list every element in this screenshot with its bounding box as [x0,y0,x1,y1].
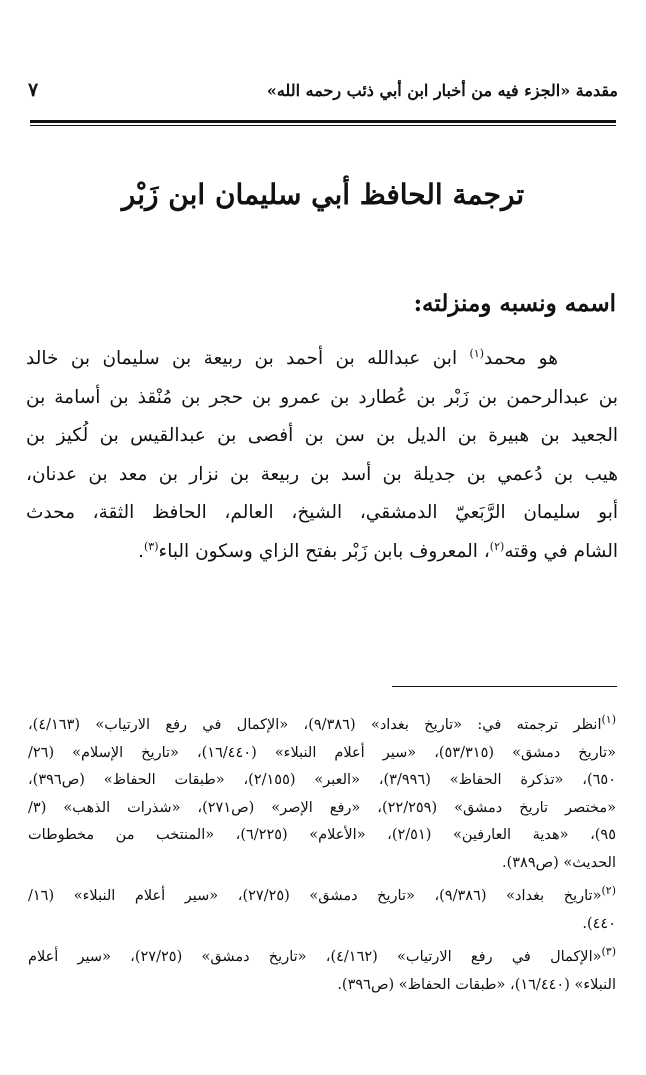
footnote-text: «الإكمال في رفع الارتياب» (٤/١٦٢)، «تاريخ دمشق» (٢٧/٢٥)، «سير أعلام [28,949,602,965]
body-line: بن عبدالرحمن بن زَبْر بن عُطارد بن عمرو بن حجر بن مُنْقذ بن أسامة بن [26,386,618,408]
footnote-line: ٩٥)، «هدية العارفين» (٢/٥١)، «الأعلام» (٦/٢٢٥)، «المنتخب من مخطوطات [28,827,616,843]
footnote-line [28,883,616,911]
page-number: ٧ [28,79,39,101]
footnote-marker: (٢) [489,539,505,553]
body-text-segment: ، المعروف بابن زَبْر بفتح الزاي وسكون الباء [158,540,490,562]
body-text-segment: ابن عبدالله بن أحمد بن ربيعة بن سليمان بن خالد [26,348,458,369]
body-text-segment: هو محمد [484,348,558,369]
header-title: مقدمة «الجزء فيه من أخبار ابن أبي ذئب رحمه الله» [266,80,618,100]
body-line [26,533,618,572]
body-line: هيب بن دُعمي بن جديلة بن أسد بن ربيعة بن نزار بن معد بن عدنان، [26,463,618,485]
footnote-marker: (٣) [143,539,159,553]
footnote-text: انظر ترجمته في: «تاريخ بغداد» (٩/٣٨٦)، «الإكمال في رفع الارتياب» (٤/١٦٣)، [28,717,602,733]
footnote-line [28,712,616,740]
footnote-3 [28,944,616,999]
running-header [28,74,618,106]
footnote-text: «تاريخ بغداد» (٩/٣٨٦)، «تاريخ دمشق» (٢٧/٢٥)، «سير أعلام النبلاء» (١٦/ [28,888,602,904]
footnotes [28,712,616,1005]
body-text-segment: الشام في وقته [504,540,618,562]
body-paragraph [26,340,618,571]
main-title: ترجمة الحافظ أبي سليمان ابن زَبْر [121,178,525,211]
footnote-number: (٣) [601,945,616,959]
body-line: الجعيد بن هبيرة بن الديل بن سن بن أفصى بن عبدالقيس بن لُكيز بن [26,425,618,446]
footnote-separator [392,686,617,687]
section-heading: اسمه ونسبه ومنزلته: [413,290,616,317]
footnote-marker: (١) [469,346,485,360]
body-line [26,340,618,379]
footnote-line: الحديث» (ص٣٨٩). [501,854,616,871]
footnote-line: ٦٥٠)، «تذكرة الحفاظ» (٣/٩٩٦)، «العبر» (٢/١٥٥)، «طبقات الحفاظ» (ص٣٩٦)، [28,772,616,788]
footnote-line: النبلاء» (١٦/٤٤٠)، «طبقات الحفاظ» (ص٣٩٦). [337,976,616,993]
footnote-line: «تاريخ دمشق» (٥٣/٣١٥)، «سير أعلام النبلاء» (١٦/٤٤٠)، «تاريخ الإسلام» (٢٦/ [28,744,616,761]
footnote-number: (١) [601,713,616,727]
body-line: أبو سليمان الرَّبَعيّ الدمشقي، الشيخ، العالم، الحافظ الثقة، محدث [26,502,618,523]
footnote-line [28,944,616,972]
footnote-line: «مختصر تاريخ دمشق» (٢٢/٢٥٩)، «رفع الإصر» (ص٢٧١)، «شذرات الذهب» (٣/ [28,799,616,816]
body-text-segment: . [138,540,144,562]
footnote-2 [28,883,616,938]
footnote-1 [28,712,616,877]
footnote-line: ٤٤٠). [582,915,616,932]
footnote-number: (٢) [601,884,616,898]
header-rule [30,120,616,126]
